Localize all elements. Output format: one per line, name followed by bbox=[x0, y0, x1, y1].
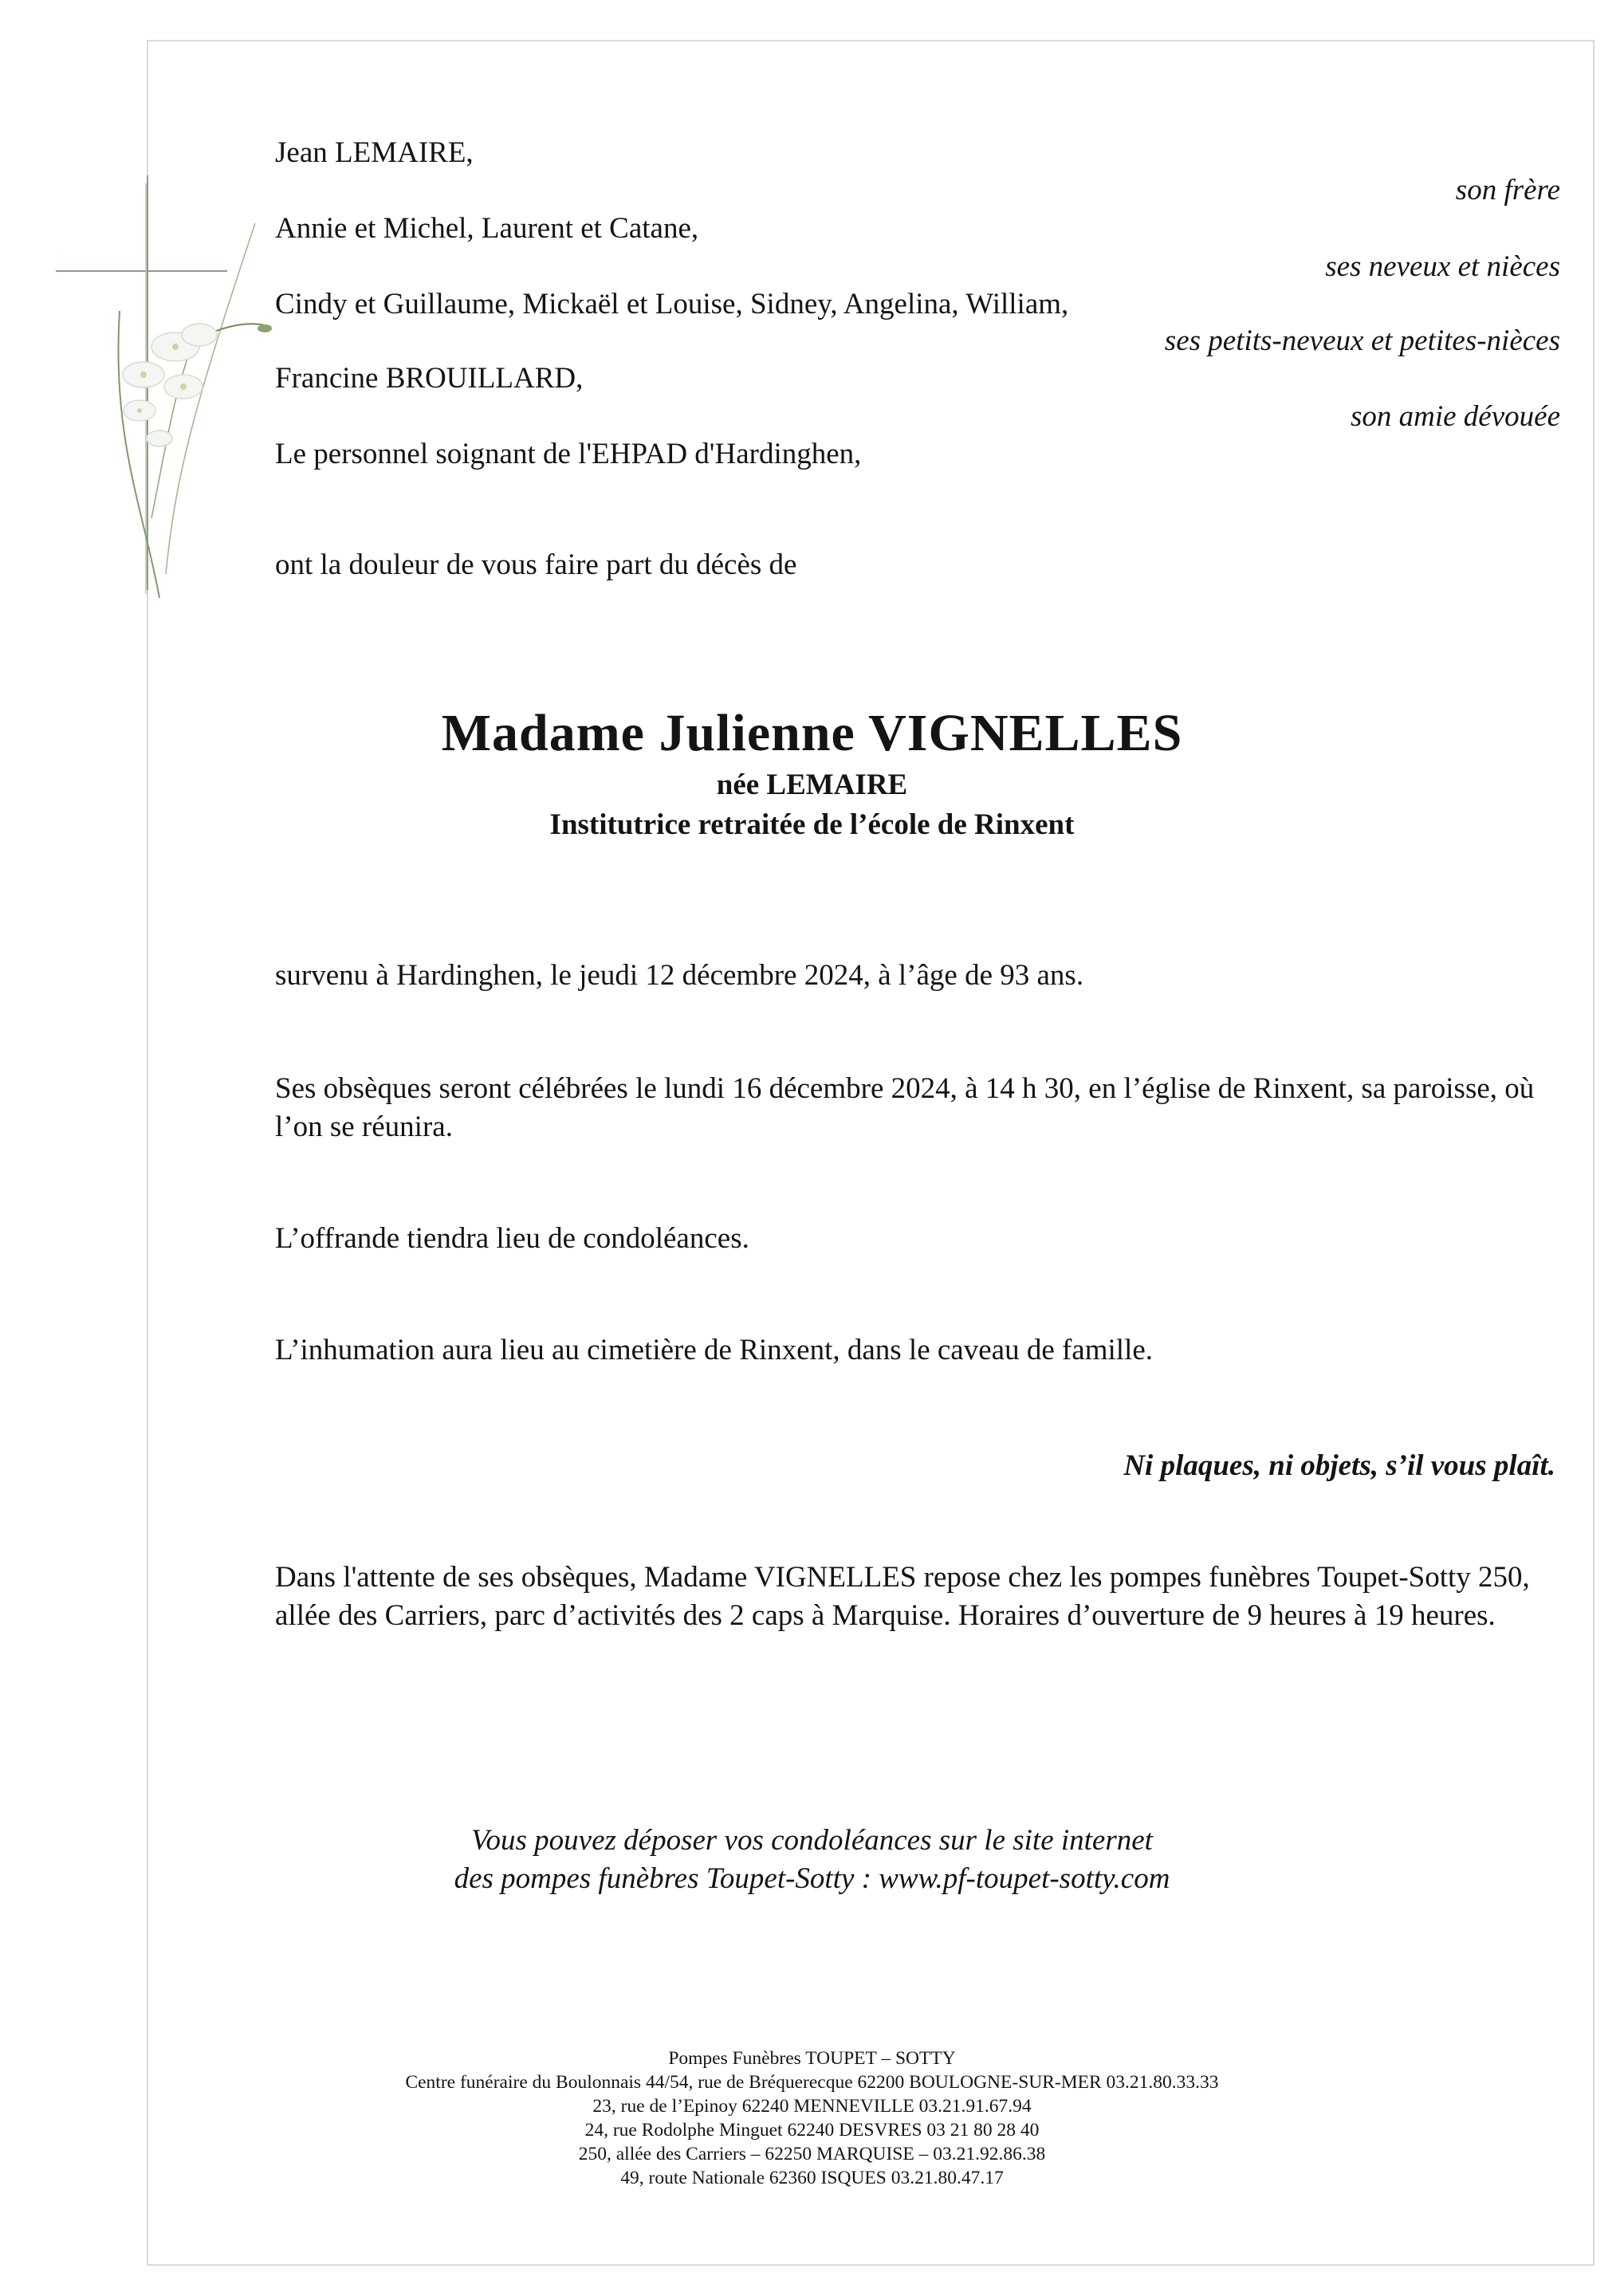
death-paragraph: survenu à Hardinghen, le jeudi 12 décembre 2024, à l’âge de 93 ans. bbox=[275, 959, 1084, 992]
announcement-text: ont la douleur de vous faire part du décès de bbox=[275, 548, 797, 581]
family-name-3: Cindy et Guillaume, Mickaël et Louise, Sidney, Angelina, William, bbox=[275, 288, 1069, 320]
condolences-line-2: des pompes funèbres Toupet-Sotty : www.pf-toupet-sotty.com bbox=[454, 1862, 1170, 1895]
cross-orchid-icon bbox=[56, 175, 287, 606]
footer-address-boulogne: Centre funéraire du Boulonnais 44/54, rue de Bréquerecque 62200 BOULOGNE-SUR-MER 03.21.80.33.33 bbox=[405, 2072, 1219, 2093]
deceased-name: Madame Julienne VIGNELLES bbox=[441, 704, 1183, 762]
footer-address-marquise: 250, allée des Carriers – 62250 MARQUISE – 03.21.92.86.38 bbox=[578, 2144, 1046, 2164]
repose-paragraph: Dans l'attente de ses obsèques, Madame VIGNELLES repose chez les pompes funèbres Toupet-Sotty 250, allée des Carriers, parc d’activités des 2 caps à Marquise. Horaires d’ouverture de 9 heures à 19 heures. bbox=[275, 1561, 1530, 1632]
footer-address-menneville: 23, rue de l’Epinoy 62240 MENNEVILLE 03.21.91.67.94 bbox=[592, 2096, 1032, 2117]
deceased-birth-name: née LEMAIRE bbox=[716, 769, 908, 801]
family-name-1: Jean LEMAIRE, bbox=[275, 136, 474, 169]
family-name-4: Francine BROUILLARD, bbox=[275, 362, 584, 395]
offering-paragraph: L’offrande tiendra lieu de condoléances. bbox=[275, 1222, 749, 1255]
burial-paragraph: L’inhumation aura lieu au cimetière de Rinxent, dans le caveau de famille. bbox=[275, 1334, 1154, 1366]
family-name-2: Annie et Michel, Laurent et Catane, bbox=[275, 212, 699, 245]
family-relation-2: ses neveux et nièces bbox=[1325, 250, 1560, 283]
family-relation-3: ses petits-neveux et petites-nièces bbox=[1164, 324, 1560, 357]
condolences-line-1: Vous pouvez déposer vos condoléances sur le site internet bbox=[471, 1824, 1153, 1857]
deceased-occupation: Institutrice retraitée de l’école de Rinxent bbox=[549, 808, 1075, 841]
footer-company: Pompes Funèbres TOUPET – SOTTY bbox=[668, 2048, 956, 2069]
family-relation-1: son frère bbox=[1455, 174, 1560, 206]
no-flowers-note: Ni plaques, ni objets, s’il vous plaît. bbox=[1123, 1449, 1555, 1482]
footer-address-desvres: 24, rue Rodolphe Minguet 62240 DESVRES 03 21 80 28 40 bbox=[584, 2120, 1040, 2141]
family-relation-4: son amie dévouée bbox=[1350, 400, 1560, 433]
funeral-paragraph: Ses obsèques seront célébrées le lundi 16 décembre 2024, à 14 h 30, en l’église de Rinxent, sa paroisse, où l’on se réunira. bbox=[275, 1072, 1535, 1143]
family-name-5: Le personnel soignant de l'EHPAD d'Hardinghen, bbox=[275, 438, 862, 470]
footer-address-isques: 49, route Nationale 62360 ISQUES 03.21.80.47.17 bbox=[620, 2168, 1004, 2188]
funeral-home-footer bbox=[0, 2046, 1624, 2190]
